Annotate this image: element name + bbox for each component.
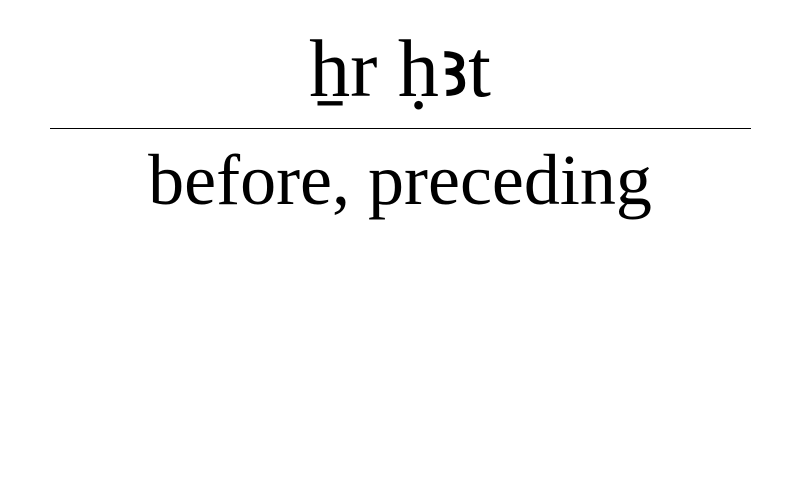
divider-line [50,128,751,129]
transliteration-heading: ẖr ḥꜣt [309,23,491,114]
translation-text: before, preceding [148,140,652,220]
